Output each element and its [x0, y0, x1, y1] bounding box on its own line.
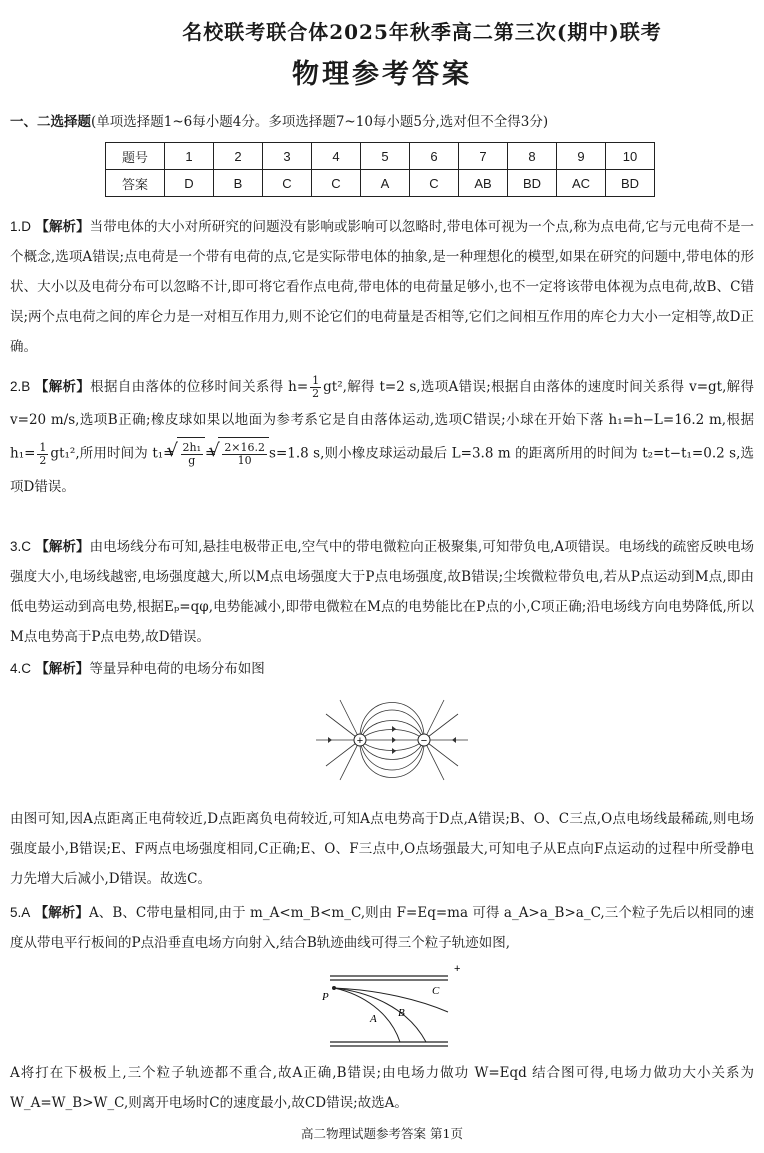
- question-3-solution: [10, 532, 754, 652]
- table-cell: 8: [508, 143, 557, 170]
- analysis-tag: 【解析】: [35, 661, 90, 677]
- sqrt-expression: [177, 437, 206, 471]
- table-cell: B: [214, 170, 263, 197]
- table-cell: AB: [459, 170, 508, 197]
- fraction-denominator: 2: [39, 453, 47, 467]
- question-5-solution: [10, 898, 754, 958]
- answer-table-row-answers: [106, 170, 655, 197]
- solution-text: =: [205, 445, 217, 462]
- answer-title: 物理参考答案: [292, 59, 472, 90]
- fraction-half: [310, 375, 321, 400]
- electric-field-diagram: [312, 690, 472, 790]
- fraction-numerator: √ 2×16.2: [224, 441, 266, 454]
- parallel-plates-diagram: [320, 960, 470, 1060]
- solution-text: 根据自由落体的位移时间关系得 h=: [90, 379, 309, 395]
- trajectory-c: [334, 988, 448, 1012]
- question-number: 5.A: [10, 905, 31, 920]
- label-c: C: [432, 985, 440, 997]
- table-cell: AC: [557, 170, 606, 197]
- row-label-number: 题号: [106, 143, 165, 170]
- fraction-denominator: g: [188, 454, 196, 467]
- analysis-tag: 【解析】: [35, 219, 90, 235]
- solution-text: A将打在下极板上,三个粒子轨迹都不重合,故A正确,B错误;由电场力做功 W=Eqd 结合图可得,电场力做功大小关系为 W_A=W_B>W_C,则离开电场时C的速度最小,故CD错误;故选A。: [10, 1065, 754, 1111]
- question-5-solution-cont: [10, 1058, 754, 1118]
- sqrt-expression: [218, 437, 269, 471]
- question-1-solution: [10, 212, 754, 362]
- fraction-half: [37, 442, 48, 467]
- solution-text: 由图可知,因A点距离正电荷较近,D点距离负电荷较近,可知A点电势高于D点,A错误;B、O、C三点,O点电场线最稀疏,则电场强度最小,B错误;E、F两点电场强度相同,C正确;E、O、F三点中,O点场强最大,可知电子从E点向F点运动的过程中所受静电力先增大后减小,D错误。故选C。: [10, 811, 754, 887]
- question-4-solution: [10, 804, 754, 894]
- answer-table: [105, 142, 655, 197]
- table-cell: A: [361, 170, 410, 197]
- sqrt-fraction: [181, 442, 204, 467]
- table-cell: BD: [606, 170, 655, 197]
- page-footer: 高二物理试题参考答案 第1页: [301, 1126, 463, 1141]
- label-a: A: [370, 1013, 377, 1025]
- sqrt-fraction: [222, 442, 267, 467]
- section-heading: [10, 110, 548, 130]
- question-number: 4.C: [10, 661, 32, 676]
- plus-sign: +: [454, 963, 461, 975]
- question-2-solution: [10, 370, 754, 504]
- answer-table-row-numbers: [106, 143, 655, 170]
- table-cell: D: [165, 170, 214, 197]
- analysis-tag: 【解析】: [35, 539, 90, 555]
- point-label: P: [322, 991, 329, 1003]
- negative-symbol: −: [420, 735, 428, 747]
- fraction-numerator: 1: [39, 440, 47, 454]
- table-cell: C: [410, 170, 459, 197]
- table-cell: C: [312, 170, 361, 197]
- row-label-answer: 答案: [106, 170, 165, 197]
- solution-text: gt²,解得 t=2 s,选项A错误;根据自由落体的速度时间关系得 v=gt,解得 v=20 m/s,选项B正确;橡皮球如果以地面为参考系它是自由落体运动,选项C错误;小球在开始下落 h₁=h−L=16.2 m,根据 h₁=: [10, 379, 754, 462]
- solution-text: s=1.8 s,则小橡皮球运动最后 L=3.8 m 的距离所用的时间为 t₂=t−t₁=0.2 s,选项D错误。: [10, 445, 754, 495]
- analysis-tag: 【解析】: [34, 379, 91, 395]
- solution-text: gt₁²,所用时间为 t₁=: [50, 445, 175, 462]
- analysis-tag: 【解析】: [34, 905, 89, 921]
- solution-text: A、B、C带电量相同,由于 m_A<m_B<m_C,则由 F=Eq=ma 可得 a_A>a_B>a_C,三个粒子先后以相同的速度从带电平行板间的P点沿垂直电场方向射入,结合B轨迹曲线可得三个粒子轨迹如图,: [10, 905, 755, 951]
- section-title: 一、二选择题: [10, 114, 91, 130]
- table-cell: 6: [410, 143, 459, 170]
- fraction-numerator: √ 2h₁: [182, 441, 201, 454]
- fraction-denominator: 2: [312, 387, 320, 400]
- table-cell: 7: [459, 143, 508, 170]
- table-cell: BD: [508, 170, 557, 197]
- trajectory-b: [334, 988, 426, 1042]
- table-cell: C: [263, 170, 312, 197]
- table-cell: 5: [361, 143, 410, 170]
- section-note: (单项选择题1~6每小题4分。多项选择题7~10每小题5分,选对但不全得3分): [91, 114, 549, 130]
- label-b: B: [398, 1007, 405, 1019]
- trajectory-a: [334, 988, 400, 1042]
- table-cell: 4: [312, 143, 361, 170]
- question-number: 2.B: [10, 379, 31, 394]
- fraction-numerator: 1: [312, 374, 320, 387]
- solution-text: 由电场线分布可知,悬挂电极带正电,空气中的带电微粒向正极聚集,可知带负电,A项错误。电场线的疏密反映电场强度大小,电场线越密,电场强度越大,所以M点电场强度大于P点电场强度,故B错误;尘埃微粒带负电,若从P点运动到M点,即由低电势运动到高电势,根据Eₚ=qφ,电势能减小,即带电微粒在M点的电势能比在P点的小,C项正确;沿电场线方向电势降低,所以M点电势高于P点电势,故D错误。: [10, 539, 755, 645]
- table-cell: 2: [214, 143, 263, 170]
- table-cell: 3: [263, 143, 312, 170]
- question-4-intro: [10, 654, 754, 684]
- positive-symbol: +: [356, 735, 364, 747]
- solution-text: 等量异种电荷的电场分布如图: [89, 661, 265, 677]
- question-number: 1.D: [10, 219, 32, 234]
- table-cell: 9: [557, 143, 606, 170]
- solution-text: 当带电体的大小对所研究的问题没有影响或影响可以忽略时,带电体可视为一个点,称为点电荷,它与元电荷不是一个概念,选项A错误;点电荷是一个带有电荷的点,它是实际带电体的抽象,是一种理想化的模型,如果在研究的问题中,带电体的形状、大小以及电荷分布可以忽略不计,即可将它看作点电荷,带电体的电荷量足够小,也不一定将该带电体视为点电荷,故B、C错误;两个点电荷之间的库仑力是一对相互作用力,则不论它们的电荷量是否相等,它们之间相互作用的库仑力大小一定相等,故D正确。: [10, 219, 755, 355]
- question-number: 3.C: [10, 539, 32, 554]
- table-cell: 10: [606, 143, 655, 170]
- table-cell: 1: [165, 143, 214, 170]
- fraction-denominator: 10: [237, 454, 252, 467]
- exam-title: 名校联考联合体2025年秋季高二第三次(期中)联考: [182, 20, 662, 44]
